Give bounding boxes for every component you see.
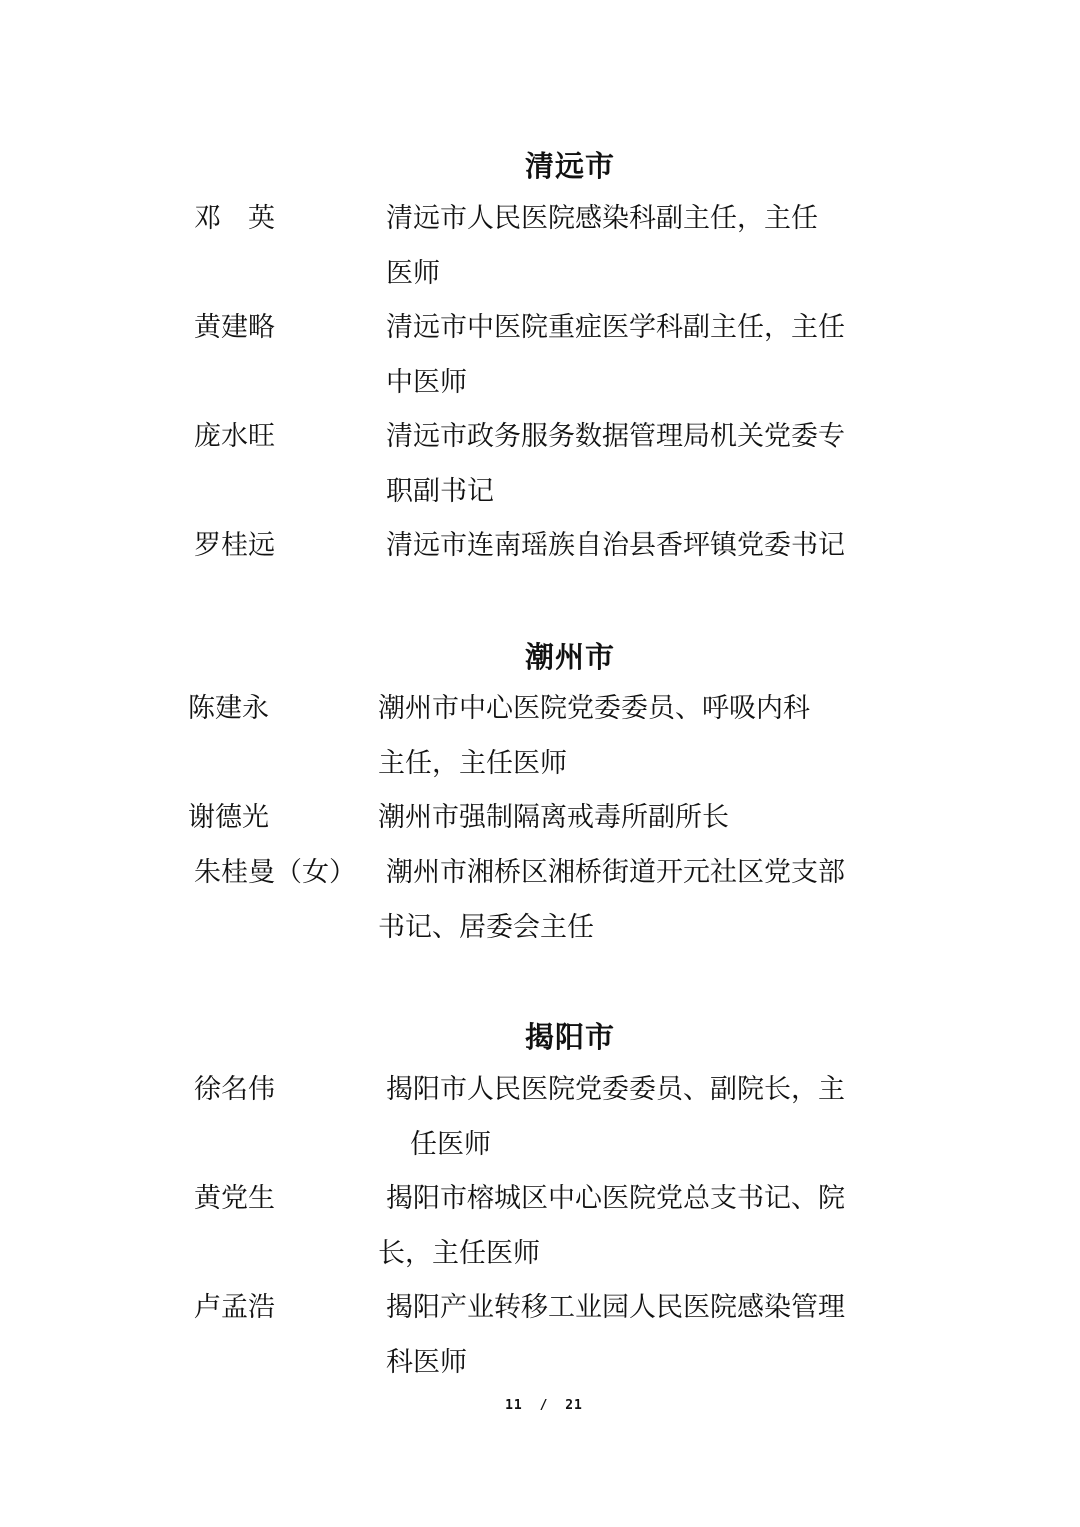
person-title xyxy=(386,192,856,301)
person-name: 谢德光 xyxy=(188,802,269,833)
title-line: 潮州市湘桥区湘桥街道开元社区党支部 xyxy=(386,857,845,888)
title-line: 任医师 xyxy=(410,1128,491,1160)
page-number-footer xyxy=(0,1398,1080,1413)
person-title xyxy=(378,791,848,846)
title-line: 中医师 xyxy=(386,366,467,398)
person-title xyxy=(386,410,856,519)
section-title-chaozhou: 潮州市 xyxy=(524,640,615,674)
person-title xyxy=(378,846,856,955)
person-title xyxy=(386,301,856,410)
page-separator: / xyxy=(539,1398,549,1413)
title-line: 长，主任医师 xyxy=(378,1237,540,1269)
person-name: 朱桂曼（女） xyxy=(194,857,356,888)
person-name: 陈建永 xyxy=(188,693,269,724)
current-page-number: 11 xyxy=(505,1398,523,1413)
person-title xyxy=(386,519,856,574)
title-line: 清远市中医院重症医学科副主任，主任 xyxy=(386,312,845,343)
title-line: 主任，主任医师 xyxy=(378,747,567,779)
section-title-jieyang: 揭阳市 xyxy=(524,1020,615,1054)
title-line: 清远市连南瑶族自治县香坪镇党委书记 xyxy=(386,530,845,561)
title-line: 医师 xyxy=(386,257,440,289)
title-line: 揭阳市榕城区中心医院党总支书记、院 xyxy=(386,1183,845,1214)
person-title xyxy=(386,1063,856,1172)
section-title-qingyuan: 清远市 xyxy=(524,149,615,183)
person-name: 徐名伟 xyxy=(194,1074,275,1105)
title-line: 潮州市中心医院党委委员、呼吸内科 xyxy=(378,693,810,724)
person-name: 黄党生 xyxy=(194,1183,275,1214)
title-line: 揭阳市人民医院党委委员、副院长，主 xyxy=(386,1074,845,1105)
person-name: 黄建略 xyxy=(194,312,275,343)
title-line: 清远市政务服务数据管理局机关党委专 xyxy=(386,421,845,452)
total-pages: 21 xyxy=(565,1398,583,1413)
title-line: 清远市人民医院感染科副主任，主任 xyxy=(386,203,818,234)
person-name: 卢孟浩 xyxy=(194,1292,275,1323)
title-line: 职副书记 xyxy=(386,475,494,507)
person-title xyxy=(386,1281,856,1390)
person-name: 庞水旺 xyxy=(194,421,275,452)
person-name: 罗桂远 xyxy=(194,530,275,561)
person-name: 邓 英 xyxy=(194,203,275,234)
person-title xyxy=(378,1172,856,1281)
title-line: 揭阳产业转移工业园人民医院感染管理 xyxy=(386,1292,845,1323)
title-line: 科医师 xyxy=(386,1346,467,1378)
title-line: 书记、居委会主任 xyxy=(378,911,594,943)
person-title xyxy=(378,682,848,791)
title-line: 潮州市强制隔离戒毒所副所长 xyxy=(378,802,729,833)
